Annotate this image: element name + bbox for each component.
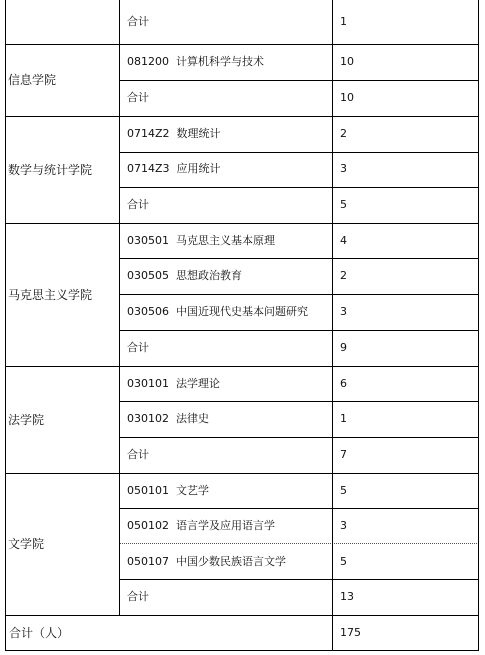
major-code: 030102 bbox=[127, 412, 169, 425]
quota-count: 4 bbox=[340, 234, 347, 247]
college-name: 马克思主义学院 bbox=[8, 288, 93, 302]
major-name: 数理统计 bbox=[176, 127, 221, 140]
major-name: 合计 bbox=[127, 448, 149, 461]
row-border bbox=[119, 508, 479, 509]
row-border bbox=[5, 650, 479, 651]
major-name: 合计 bbox=[127, 590, 149, 603]
major-cell bbox=[127, 555, 286, 569]
subtotal-label bbox=[127, 198, 149, 212]
major-cell bbox=[127, 484, 209, 498]
major-name: 合计 bbox=[127, 91, 149, 104]
row-border bbox=[5, 473, 479, 474]
subtotal-label bbox=[127, 15, 149, 29]
major-code: 0714Z2 bbox=[127, 127, 170, 140]
subtotal-label bbox=[127, 590, 149, 604]
quota-count: 10 bbox=[340, 55, 354, 68]
college-name: 法学院 bbox=[8, 413, 45, 427]
major-name: 文艺学 bbox=[176, 484, 209, 497]
row-border bbox=[5, 116, 479, 117]
row-border bbox=[119, 187, 479, 188]
major-cell bbox=[127, 519, 275, 533]
major-name: 思想政治教育 bbox=[176, 269, 242, 282]
row-border bbox=[119, 437, 479, 438]
major-cell bbox=[127, 377, 220, 391]
quota-count: 3 bbox=[340, 162, 347, 175]
quota-count: 3 bbox=[340, 519, 347, 532]
row-border-dotted bbox=[119, 543, 479, 544]
row-border bbox=[119, 152, 479, 153]
grand-total-count: 175 bbox=[340, 626, 361, 639]
major-code: 081200 bbox=[127, 55, 169, 68]
major-code: 0714Z3 bbox=[127, 162, 170, 175]
subtotal-label bbox=[127, 91, 149, 105]
college-name: 数学与统计学院 bbox=[8, 163, 93, 177]
college-name: 信息学院 bbox=[8, 73, 57, 87]
major-code: 050102 bbox=[127, 519, 169, 532]
major-code: 050107 bbox=[127, 555, 169, 568]
row-border bbox=[119, 80, 479, 81]
row-border bbox=[119, 258, 479, 259]
major-name: 合计 bbox=[127, 341, 149, 354]
major-name: 中国少数民族语言文学 bbox=[176, 555, 286, 568]
quota-count: 5 bbox=[340, 555, 347, 568]
major-name: 中国近现代史基本问题研究 bbox=[176, 305, 308, 318]
college-name: 文学院 bbox=[8, 537, 45, 551]
quota-count: 3 bbox=[340, 305, 347, 318]
row-border bbox=[5, 615, 479, 616]
quota-count: 10 bbox=[340, 91, 354, 104]
column-border bbox=[5, 0, 6, 651]
major-code: 030501 bbox=[127, 234, 169, 247]
row-border bbox=[5, 44, 479, 45]
major-cell bbox=[127, 162, 221, 176]
major-name: 语言学及应用语言学 bbox=[176, 519, 275, 532]
row-border bbox=[5, 223, 479, 224]
quota-count: 6 bbox=[340, 377, 347, 390]
quota-count: 1 bbox=[340, 15, 347, 28]
subtotal-label bbox=[127, 341, 149, 355]
major-cell bbox=[127, 55, 264, 69]
column-border bbox=[332, 0, 333, 651]
column-border bbox=[119, 0, 120, 615]
major-cell bbox=[127, 269, 242, 283]
row-border bbox=[119, 401, 479, 402]
major-name: 法律史 bbox=[176, 412, 209, 425]
row-border bbox=[119, 294, 479, 295]
subtotal-label bbox=[127, 448, 149, 462]
quota-count: 1 bbox=[340, 412, 347, 425]
major-name: 应用统计 bbox=[176, 162, 221, 175]
major-name: 马克思主义基本原理 bbox=[176, 234, 275, 247]
quota-count: 5 bbox=[340, 198, 347, 211]
quota-count: 9 bbox=[340, 341, 347, 354]
major-cell bbox=[127, 412, 209, 426]
row-border bbox=[119, 579, 479, 580]
quota-count: 5 bbox=[340, 484, 347, 497]
quota-count: 2 bbox=[340, 269, 347, 282]
major-code: 030505 bbox=[127, 269, 169, 282]
grand-total-label: 合计（人） bbox=[9, 626, 70, 640]
major-name: 合计 bbox=[127, 198, 149, 211]
major-cell bbox=[127, 234, 275, 248]
row-border bbox=[119, 330, 479, 331]
quota-count: 2 bbox=[340, 127, 347, 140]
column-border bbox=[478, 0, 479, 651]
row-border bbox=[5, 366, 479, 367]
major-cell bbox=[127, 305, 308, 319]
major-name: 合计 bbox=[127, 15, 149, 28]
quota-count: 13 bbox=[340, 590, 354, 603]
major-code: 030506 bbox=[127, 305, 169, 318]
major-cell bbox=[127, 127, 221, 141]
major-name: 法学理论 bbox=[176, 377, 220, 390]
major-code: 050101 bbox=[127, 484, 169, 497]
quota-count: 7 bbox=[340, 448, 347, 461]
major-name: 计算机科学与技术 bbox=[176, 55, 264, 68]
major-code: 030101 bbox=[127, 377, 169, 390]
